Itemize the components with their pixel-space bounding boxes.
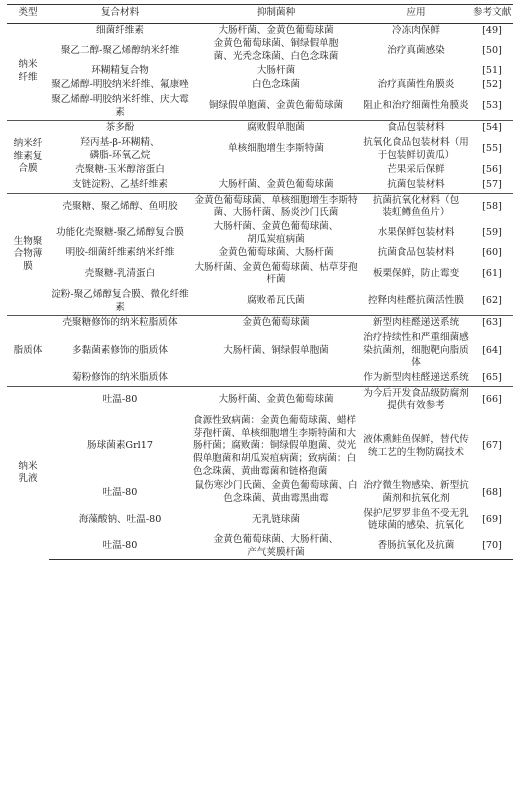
table-row [7, 507, 513, 534]
bacteria-cell: 大肠杆菌、金黄色葡萄球菌 [191, 386, 361, 414]
header-reference: 参考文献 [471, 5, 513, 24]
table-row [7, 78, 513, 93]
application-cell: 抗菌食品包装材料 [377, 247, 455, 259]
table-row [7, 261, 513, 288]
material-cell: 壳聚糖-乳清蛋白 [84, 268, 156, 280]
material-cell: 菊粉修饰的纳米脂质体 [72, 372, 168, 384]
bacteria-cell: 金黄色葡萄球菌、大肠杆菌 [218, 247, 334, 259]
reference-cell: [65] [482, 372, 502, 384]
material-cell: 茶多酚 [49, 121, 191, 136]
material-cell: 吐温-80 [102, 486, 138, 498]
reference-cell: [68] [482, 486, 502, 498]
reference-cell: [56] [482, 164, 502, 176]
table-row [7, 193, 513, 221]
material-cell: 海藻酸钠、吐温-80 [78, 513, 162, 525]
material-cell: 壳聚糖、聚乙烯醇、鱼明胶 [49, 193, 191, 221]
reference-cell: [53] [482, 100, 502, 112]
bacteria-cell: 单核细胞增生李斯特菌 [228, 143, 324, 155]
application-cell: 治疗微生物感染、新型抗菌剂和抗氧化剂 [363, 480, 469, 504]
bacteria-cell: 鼠伤寒沙门氏菌、金黄色葡萄球菌、白色念珠菌、黄曲霉黑曲霉 [194, 480, 358, 504]
reference-cell: [52] [482, 79, 502, 91]
reference-cell: [63] [471, 316, 513, 331]
bacteria-cell: 大肠杆菌、金黄色葡萄球菌、枯草芽孢杆菌 [194, 261, 358, 286]
reference-cell: [50] [482, 44, 502, 56]
bacteria-cell: 大肠杆菌 [256, 64, 296, 76]
reference-cell: [51] [482, 64, 502, 76]
material-cell: 支链淀粉、乙基纤维素 [72, 178, 168, 190]
category-nanoemulsion: 纳米乳液 [7, 386, 49, 560]
category-nanocellulose-film: 纳米纤维素复合膜 [7, 121, 49, 193]
category-liposome: 脂质体 [7, 316, 49, 386]
bacteria-cell: 大肠杆菌、铜绿假单胞菌 [223, 344, 329, 356]
table-row [7, 246, 513, 261]
table-row [7, 331, 513, 371]
reference-cell: [61] [482, 268, 502, 280]
reference-cell: [70] [471, 534, 513, 560]
bacteria-cell: 无乳链球菌 [252, 513, 300, 525]
application-cell: 作为新型肉桂醛递送系统 [363, 372, 469, 384]
reference-cell: [67] [482, 440, 502, 452]
material-cell: 壳聚糖-玉米醇溶蛋白 [75, 164, 165, 176]
reference-cell: [58] [471, 193, 513, 221]
application-cell: 香肠抗氧化及抗菌 [361, 534, 471, 560]
reference-cell: [62] [482, 295, 502, 307]
material-cell: 细菌纤维素 [96, 24, 144, 36]
table-row [7, 479, 513, 506]
bacteria-cell: 腐败希瓦氏菌 [247, 295, 305, 307]
header-type: 类型 [7, 5, 49, 24]
reference-cell: [55] [482, 143, 502, 155]
bacteria-cell: 大肠杆菌、金黄色葡萄球菌 [218, 178, 334, 190]
category-biopolymer-film: 生物聚合物薄膜 [7, 193, 49, 316]
reference-cell: [69] [482, 513, 502, 525]
table-row [7, 221, 513, 246]
material-cell: 多黏菌素修饰的脂质体 [72, 344, 168, 356]
reference-cell: [54] [471, 121, 513, 136]
table-row [7, 136, 513, 163]
application-cell: 水果保鲜包装材料 [377, 227, 455, 239]
application-cell: 抗菌抗氧化材料（包装虹鳟鱼鱼片） [361, 193, 471, 221]
table-row [7, 163, 513, 178]
material-cell: 吐温-80 [49, 534, 191, 560]
table-row [7, 414, 513, 479]
table-row [7, 38, 513, 63]
bacteria-cell: 大肠杆菌、金黄色葡萄球菌 [218, 24, 334, 36]
table-row [7, 534, 513, 560]
material-cell: 肠球菌素Grl17 [87, 440, 153, 452]
application-cell: 控释肉桂醛抗菌活性膜 [368, 295, 464, 307]
bacteria-cell: 金黄色葡萄球菌 [191, 316, 361, 331]
table-row [7, 316, 513, 331]
application-cell: 芒果采后保鲜 [387, 164, 445, 176]
reference-cell: [59] [482, 227, 502, 239]
material-cell: 聚乙烯醇-明胶纳米纤维、氟康唑 [51, 79, 189, 91]
application-cell: 抗菌包装材料 [387, 178, 445, 190]
table-row [7, 178, 513, 193]
header-material: 复合材料 [49, 5, 191, 24]
material-cell: 聚乙二醇-聚乙烯醇纳米纤维 [60, 44, 180, 56]
application-cell: 新型肉桂醛递送系统 [361, 316, 471, 331]
material-cell: 壳聚糖修饰的纳米粒脂质体 [49, 316, 191, 331]
bacteria-cell: 金黄色葡萄球菌、单核细胞增生李斯特菌、大肠杆菌、肠炎沙门氏菌 [191, 193, 361, 221]
reference-cell: [64] [482, 344, 502, 356]
category-nanofiber: 纳米纤维 [18, 59, 38, 83]
application-cell: 为今后开发食品级防腐剂提供有效参考 [361, 386, 471, 414]
application-cell: 液体熏鲑鱼保鲜，替代传统工艺的生物防腐技术 [363, 434, 469, 458]
bacteria-cell: 食源性致病菌：金黄色葡萄球菌、蜡样芽孢杆菌、单核细胞增生李斯特菌和大肠杆菌；腐败菌：铜绿假单胞菌、荧光假单胞菌和胡瓜炭疽病菌；致病菌：白色念珠菌、黄曲霉菌和链格孢菌 [193, 415, 357, 477]
antibacterial-materials-table [7, 4, 513, 560]
material-cell: 明胶-细菌纤维素纳米纤维 [65, 247, 175, 259]
material-cell: 淀粉-聚乙烯醇复合膜、微化纤维素 [51, 289, 189, 313]
bacteria-cell [191, 371, 361, 386]
table-row [7, 288, 513, 316]
header-application: 应用 [361, 5, 471, 24]
table-row [7, 121, 513, 136]
reference-cell: [60] [482, 247, 502, 259]
material-cell: 功能化壳聚糖-聚乙烯醇复合膜 [56, 227, 184, 239]
application-cell: 治疗真菌感染 [387, 44, 445, 56]
bacteria-cell: 金黄色葡萄球菌、大肠杆菌、产气荚膜杆菌 [191, 534, 361, 560]
material-cell: 聚乙烯醇-明胶纳米纤维、庆大霉素 [51, 93, 189, 118]
bacteria-cell: 白色念珠菌 [252, 79, 300, 91]
reference-cell: [57] [482, 178, 502, 190]
application-cell: 阻止和治疗细菌性角膜炎 [363, 100, 469, 112]
application-cell: 治疗真菌性角膜炎 [377, 79, 455, 91]
application-cell: 保护尼罗罗非鱼不受无乳链球菌的感染、抗氧化 [363, 507, 469, 532]
header-row [7, 5, 513, 24]
reference-cell: [49] [482, 24, 502, 36]
table-row [7, 23, 513, 38]
material-cell: 羟丙基-β-环糊精、磷脂-环氧乙烷 [80, 136, 160, 161]
bacteria-cell: 大肠杆菌、金黄色葡萄球菌、胡瓜炭疽病菌 [213, 220, 339, 245]
material-cell: 环糊精复合物 [91, 64, 149, 76]
application-cell: 食品包装材料 [361, 121, 471, 136]
table-row [7, 371, 513, 386]
bacteria-cell: 腐败假单胞菌 [191, 121, 361, 136]
bacteria-cell: 铜绿假单胞菌、金黄色葡萄球菌 [208, 100, 344, 112]
application-cell: 抗氧化食品包装材料（用于包装鲜切黄瓜） [363, 136, 469, 161]
bacteria-cell: 金黄色葡萄球菌、铜绿假单胞菌、光秃念珠菌、白色念珠菌 [213, 38, 339, 62]
material-cell: 吐温-80 [49, 386, 191, 414]
application-cell: 治疗持续性和严重细菌感染抗菌剂，细胞靶向脂质体 [363, 332, 469, 369]
application-cell: 板栗保鲜，防止霉变 [372, 268, 460, 280]
table-row [7, 93, 513, 121]
reference-cell: [66] [471, 386, 513, 414]
table-row [7, 64, 513, 79]
application-cell: 冷冻肉保鲜 [392, 24, 440, 36]
bacteria-cell [191, 163, 361, 178]
application-cell [361, 64, 471, 79]
table-row [7, 386, 513, 414]
header-bacteria: 抑制菌种 [191, 5, 361, 24]
